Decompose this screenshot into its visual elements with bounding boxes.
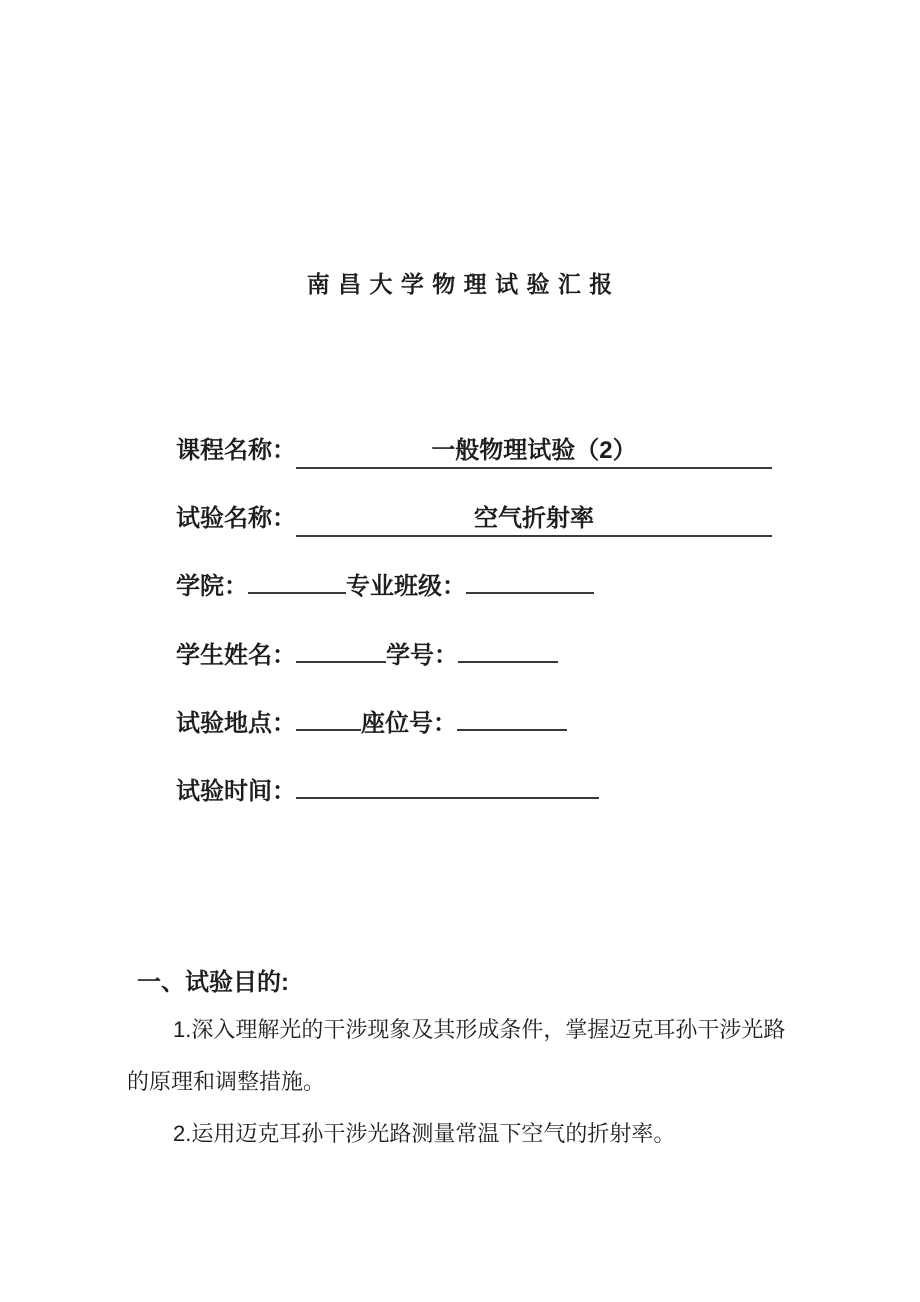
student-id-field [458, 638, 558, 663]
section-number: 一、 [137, 969, 185, 996]
objective-paragraph-1: 1.深入理解光的干涉现象及其形成条件，掌握迈克耳孙干涉光路的原理和调整措施。 [127, 1017, 786, 1094]
objective-paragraph-2: 2.运用迈克耳孙干涉光路测量常温下空气的折射率。 [173, 1121, 676, 1146]
experiment-time-label: 试验时间： [176, 778, 296, 805]
student-id-label: 学号： [386, 642, 458, 669]
course-name-field: 一般物理试验（2） [296, 430, 772, 469]
college-field [248, 569, 346, 594]
student-name-label: 学生姓名： [176, 642, 296, 669]
experiment-name-field: 空气折射率 [296, 498, 772, 537]
seat-number-label: 座位号： [361, 710, 457, 737]
course-name-label: 课程名称： [176, 437, 296, 464]
seat-number-field [457, 706, 567, 731]
location-label: 试验地点： [176, 710, 296, 737]
location-field [296, 706, 361, 731]
form-row-location-seat [176, 703, 567, 738]
document-title: 南 昌 大 学 物 理 试 验 汇 报 [306, 271, 614, 297]
form-row-time [176, 771, 599, 806]
major-class-label: 专业班级： [346, 573, 466, 600]
student-name-field [296, 638, 386, 663]
section-title: 试验目的: [185, 969, 289, 996]
objective-paragraphs [127, 1004, 802, 1160]
form-row-experiment [176, 498, 772, 537]
form-row-college-class [176, 566, 594, 601]
section-objective-heading [137, 962, 289, 997]
experiment-time-field [296, 774, 599, 799]
college-label: 学院： [176, 573, 248, 600]
experiment-name-label: 试验名称： [176, 505, 296, 532]
major-class-field [466, 569, 594, 594]
form-row-name-id [176, 635, 558, 670]
form-row-course [176, 430, 772, 469]
